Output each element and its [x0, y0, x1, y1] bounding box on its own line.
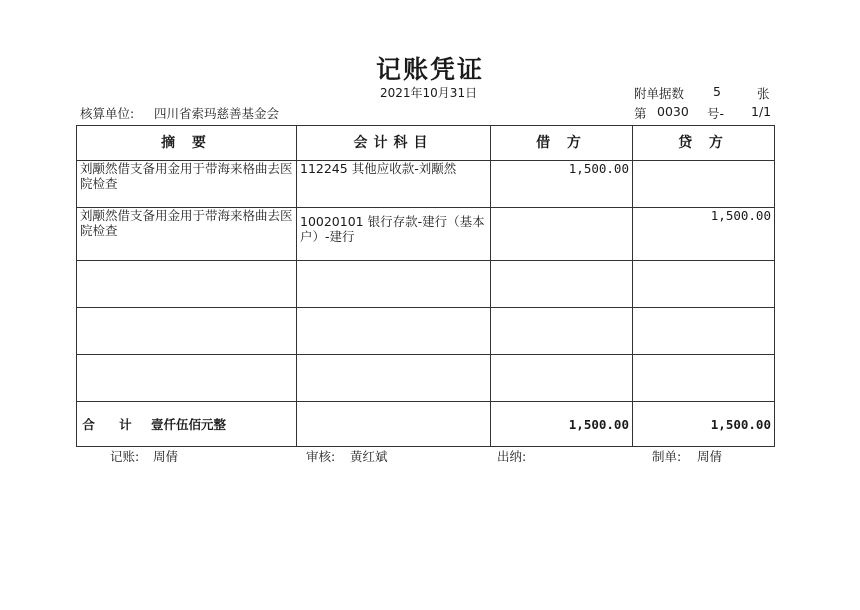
- table-row: [77, 161, 775, 208]
- row-summary: 刘颙然借支备用金用于带海来格曲去医院检查: [77, 208, 297, 261]
- row-credit: [633, 161, 775, 208]
- voucher-date: 2021年10月31日: [380, 86, 478, 100]
- row-debit: [491, 208, 633, 261]
- voucher-number: 0030: [657, 104, 689, 119]
- header-subject: 会计科目: [297, 126, 491, 161]
- total-row: [77, 402, 775, 447]
- row-subject: [297, 261, 491, 308]
- row-credit: [633, 261, 775, 308]
- header-row: [77, 126, 775, 161]
- attachments-count: 5: [713, 84, 721, 99]
- row-subject: 10020101 银行存款-建行（基本户）-建行: [297, 208, 491, 261]
- row-credit: [633, 355, 775, 402]
- preparer-label: 制单:: [652, 449, 682, 464]
- row-debit: [491, 308, 633, 355]
- attachments-unit: 张: [757, 86, 770, 101]
- row-summary: [77, 308, 297, 355]
- unit-name: 四川省索玛慈善基金会: [154, 106, 280, 121]
- row-credit: 1,500.00: [633, 208, 775, 261]
- header-credit: 贷 方: [633, 126, 775, 161]
- row-debit: [491, 355, 633, 402]
- row-summary: 刘颙然借支备用金用于带海来格曲去医院检查: [77, 161, 297, 208]
- row-subject: 112245 其他应收款-刘颙然: [297, 161, 491, 208]
- table-row: [77, 208, 775, 261]
- row-debit: [491, 261, 633, 308]
- total-label: 合 计: [82, 416, 142, 432]
- row-summary: [77, 355, 297, 402]
- total-subject-empty: [297, 402, 491, 447]
- table-row: [77, 261, 775, 308]
- voucher-table: [76, 125, 775, 447]
- table-row: [77, 355, 775, 402]
- total-debit: 1,500.00: [491, 402, 633, 447]
- reviewer-label: 审核:: [306, 449, 336, 464]
- bookkeeper-label: 记账:: [110, 449, 140, 464]
- header-debit: 借 方: [491, 126, 633, 161]
- total-amount-words: 壹仟伍佰元整: [151, 416, 227, 432]
- row-summary: [77, 261, 297, 308]
- voucher-title: 记账凭证: [375, 55, 484, 84]
- voucher-number-suffix: 号-: [707, 106, 725, 121]
- unit-label: 核算单位:: [80, 106, 135, 121]
- voucher-page: 1/1: [751, 104, 772, 119]
- attachments-label: 附单据数: [634, 86, 685, 101]
- total-cell: [77, 402, 297, 447]
- preparer-name: 周倩: [697, 449, 723, 464]
- header-summary: 摘 要: [77, 126, 297, 161]
- bookkeeper-name: 周倩: [153, 449, 179, 464]
- voucher-number-prefix: 第: [634, 106, 647, 121]
- row-debit: 1,500.00: [491, 161, 633, 208]
- row-credit: [633, 308, 775, 355]
- row-subject: [297, 308, 491, 355]
- cashier-label: 出纳:: [497, 449, 527, 464]
- total-credit: 1,500.00: [633, 402, 775, 447]
- row-subject: [297, 355, 491, 402]
- reviewer-name: 黄红斌: [350, 449, 388, 464]
- table-row: [77, 308, 775, 355]
